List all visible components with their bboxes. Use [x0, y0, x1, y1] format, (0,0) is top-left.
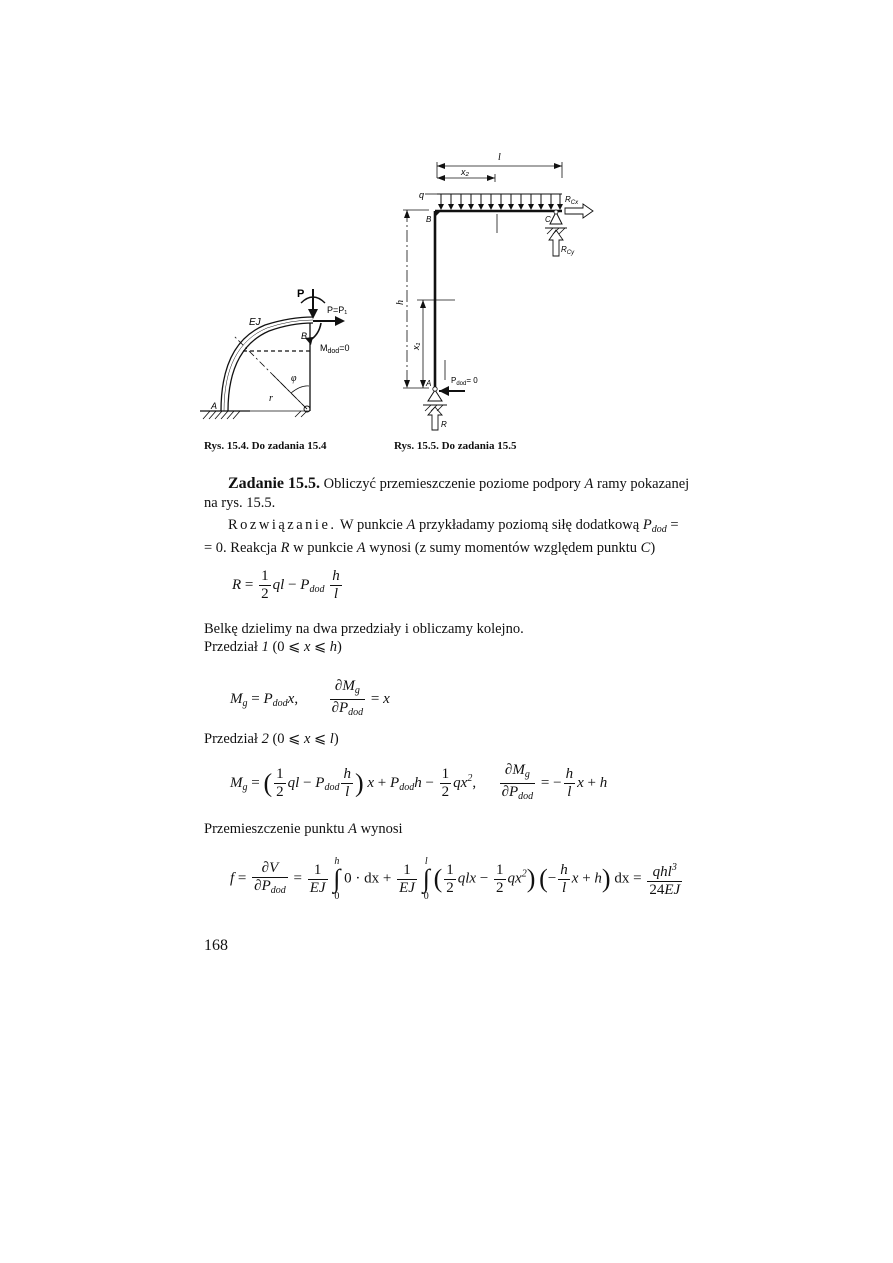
belka-text: Belkę dzielimy na dwa przedziały i obliczamy kolejno.	[204, 621, 524, 637]
label-P1: P=P₁	[327, 305, 348, 315]
label-phi: φ	[291, 373, 297, 384]
przedzial-2-heading: Przedział 2 (0 ⩽ x ⩽ l)	[204, 731, 339, 747]
figure-15-4	[195, 283, 385, 428]
task-paragraph: Zadanie 15.5. Obliczyć przemieszczenie poziome podpory A ramy pokazanej na rys. 15.5.	[204, 475, 690, 511]
page-number: 168	[204, 937, 228, 954]
label-B: B	[426, 215, 432, 224]
figure-15-5	[395, 148, 610, 433]
solution-paragraph: Rozwiązanie. W punkcie A przykładamy poziomą siłę dodatkową $P_{dod}$ = = 0. Reakcja R w punkcie A wynosi (z sumy momentów względem punktu C)	[204, 517, 679, 556]
reaction-arrow-R	[428, 407, 442, 430]
label-l: l	[498, 152, 501, 163]
label-r: r	[269, 393, 273, 404]
caption-fig-15-5: Rys. 15.5. Do zadania 15.5	[394, 440, 517, 452]
label-Mdod: $M_{dod}=0$	[320, 343, 350, 355]
equation-R: R = $\frac{1}{2}$ ql − $P_{dod}$ $\frac{h}{l}$	[232, 568, 340, 602]
arch-outer	[221, 317, 313, 411]
label-q: q	[419, 190, 425, 200]
force-arrow-P1	[335, 316, 345, 326]
caption-fig-15-4: Rys. 15.4. Do zadania 15.4	[204, 440, 327, 452]
label-A: A	[211, 401, 218, 411]
label-x1: x₁	[411, 342, 421, 350]
label-A: A	[426, 379, 432, 388]
label-C: C	[545, 215, 551, 224]
przemieszczenie-text: Przemieszczenie punktu A wynosi	[204, 821, 403, 837]
solution-label: Rozwiązanie.	[228, 517, 337, 533]
equation-f: f = $\frac{\partial V}{\partial P_{dod}}$ = $\frac{1}{EJ}$ h ∫ 0 0 · dx + $\frac{1}{EJ}$ l ∫ 0 ( $\frac{1}{2}$ qlx − $\frac{1}{2}$ $qx^2$) (− $\frac{h}{l}$ x + h) dx = $\frac{qhl^3}{24EJ}$	[230, 856, 681, 902]
label-P: P	[297, 288, 305, 300]
label-h: h	[395, 300, 406, 305]
label-R: R	[441, 420, 447, 429]
label-EJ: EJ	[249, 317, 261, 328]
label-Rcy: $R_{Cy}$	[561, 245, 575, 256]
equation-Mg-2: $M_g$ = ( $\frac{1}{2}$ ql − $P_{dod}$ $\frac{h}{l}$ ) $x + P_{dod}h$ − $\frac{1}{2}$ $qx^2$, $\frac{\partial M_g}{\partial P_{dod}}$ = − $\frac{h}{l}$ x + h	[230, 762, 608, 802]
task-title: Zadanie 15.5.	[228, 475, 321, 492]
reaction-arrow-Rcx	[565, 204, 593, 218]
label-B: B	[301, 331, 308, 341]
label-Rcx: $R_{Cx}$	[565, 195, 579, 206]
label-x2: x₂	[461, 167, 469, 177]
force-arrow-Pdod	[439, 386, 449, 396]
equation-Mg-1: $M_g = P_{dod}x$, $\frac{\partial M_g}{\partial P_{dod}}$ = x	[230, 678, 390, 718]
label-Pdod: $P_{dod}= 0$	[451, 376, 478, 387]
przedzial-1-heading: Przedział 1 (0 ⩽ x ⩽ h)	[204, 639, 342, 655]
